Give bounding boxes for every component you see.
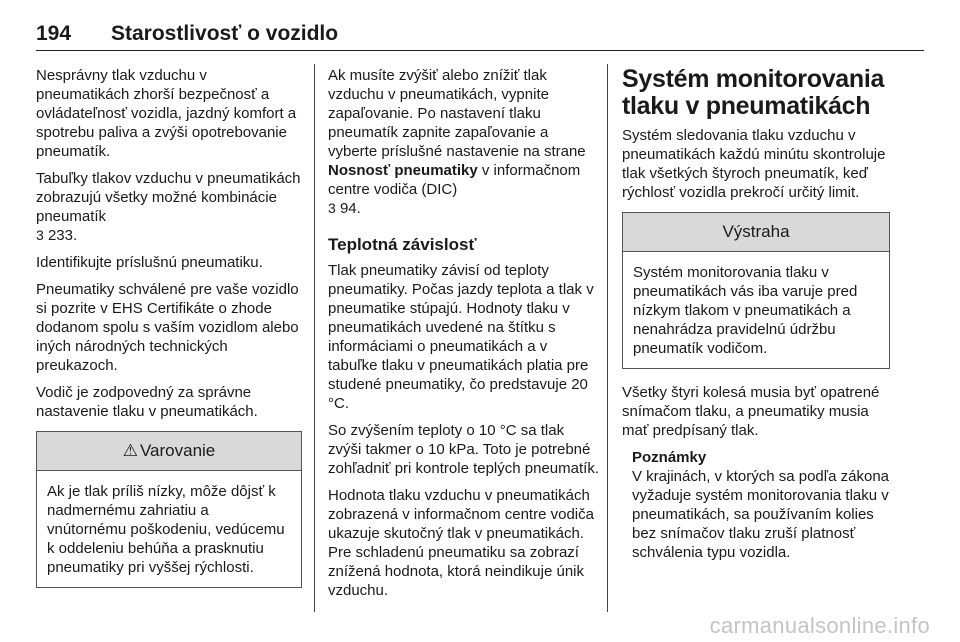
header-rule: [36, 50, 924, 51]
reference-arrow-icon: 3: [328, 200, 336, 216]
watermark: carmanualsonline.info: [709, 613, 930, 638]
paragraph-temperature-increase: So zvýšením teploty o 10 °C sa tlak zvýši takmer o 10 kPa. Toto je potrebné zohľadniť pri kontrole teplých pneumatík.: [328, 422, 599, 477]
section-heading-temperature: Teplotná závislosť: [328, 235, 477, 254]
paragraph-sensor-requirement: Všetky štyri kolesá musia byť opatrené snímačom tlaku, a pneumatiky musia mať predpísaný tlak.: [622, 384, 880, 439]
chapter-title: Starostlivosť o vozidlo: [111, 22, 339, 45]
paragraph-driver-responsibility: Vodič je zodpovedný za správne nastavenie tlaku v pneumatikách.: [36, 384, 258, 420]
page-reference[interactable]: 3 94.: [328, 200, 361, 217]
paragraph-dic-pressure: Hodnota tlaku vzduchu v pneumatikách zobrazená v informačnom centre vodiča ukazuje skutočný tlak v pneumatikách. Pre schladenú pneumatiku sa zobrazí znížená hodnota, ktorá neindikuje únik vzduchu.: [328, 487, 594, 599]
note-block: [622, 448, 890, 562]
paragraph-tire-pressure-effects: Nesprávny tlak vzduchu v pneumatikách zhorší bezpečnosť a ovládateľnosť vozidla, jazdný komfort a spotrebu paliva a zvýši opotrebovanie pneumatík.: [36, 67, 297, 160]
paragraph-identify-tire: Identifikujte príslušnú pneumatiku.: [36, 254, 263, 271]
column-3: [622, 66, 890, 570]
column-2: [328, 66, 600, 608]
column-divider-2: [607, 64, 608, 612]
warning-triangle-icon: ⚠: [122, 441, 138, 460]
column-1: [36, 66, 302, 602]
reference-arrow-icon: 3: [36, 227, 44, 243]
paragraph-pressure-tables: Tabuľky tlakov vzduchu v pneumatikách zobrazujú všetky možné kombinácie pneumatík 3 233.: [36, 170, 301, 244]
paragraph-approved-tires: Pneumatiky schválené pre vaše vozidlo si pozrite v EHS Certifikáte o zhode dodanom spolu s vaším vozidlom alebo iných národných technických preukazoch.: [36, 281, 299, 374]
caution-text: Systém monitorovania tlaku v pneumatikách vás iba varuje pred nízkym tlakom v pneumatikách a nenahrádza pravidelnú údržbu pneumatík vodičom.: [633, 264, 858, 357]
paragraph-adjust-pressure: Ak musíte zvýšiť alebo znížiť tlak vzduchu v pneumatikách, vypnite zapaľovanie. Po nastavení tlaku pneumatík zapnite zapaľovanie a vyberte príslušné nastavenie na strane Nosnosť pneumatiky v informačnom centre vodiča (DIC) 3 94.: [328, 67, 586, 217]
page-number: 194: [36, 22, 72, 45]
note-text: V krajinách, v ktorých sa podľa zákona vyžaduje systém monitorovania tlaku v pneumatikách, sa používaním kolies bez snímačov tlaku zruší platnosť schválenia typu vozidla.: [632, 468, 890, 561]
warning-box-header: ⚠ Varovanie: [37, 432, 301, 471]
warning-box: [36, 431, 302, 588]
warning-text: Ak je tlak príliš nízky, môže dôjsť k nadmernému zahriatiu a vnútornému poškodeniu, vedúcemu k oddeleniu behúňa a prasknutiu pneumatiky pri vyššej rýchlosti.: [47, 483, 285, 576]
caution-box-header: Výstraha: [623, 213, 889, 252]
paragraph-tpms-description: Systém sledovania tlaku vzduchu v pneumatikách každú minútu skontroluje tlak všetkých štyroch pneumatík, keď rýchlosť vozidla prekročí určitý limit.: [622, 127, 886, 201]
page-header: [36, 20, 924, 50]
section-heading-tpms: Systém monitorovania tlaku v pneumatikách: [622, 65, 885, 120]
page-reference[interactable]: 3 233.: [36, 227, 78, 244]
note-title: Poznámky: [632, 449, 707, 466]
caution-box: [622, 212, 890, 369]
paragraph-temperature-dependency: Tlak pneumatiky závisí od teploty pneumatiky. Počas jazdy teplota a tlak v pneumatike stúpajú. Hodnoty tlaku v pneumatikách uvedené na štítku s informáciami o pneumatikách a v tabuľke tlaku v pneumatikách platia pre studené pneumatiky, čo predstavuje 20 °C.: [328, 262, 594, 412]
column-divider-1: [314, 64, 315, 612]
tire-load-setting: Nosnosť pneumatiky: [328, 162, 478, 179]
